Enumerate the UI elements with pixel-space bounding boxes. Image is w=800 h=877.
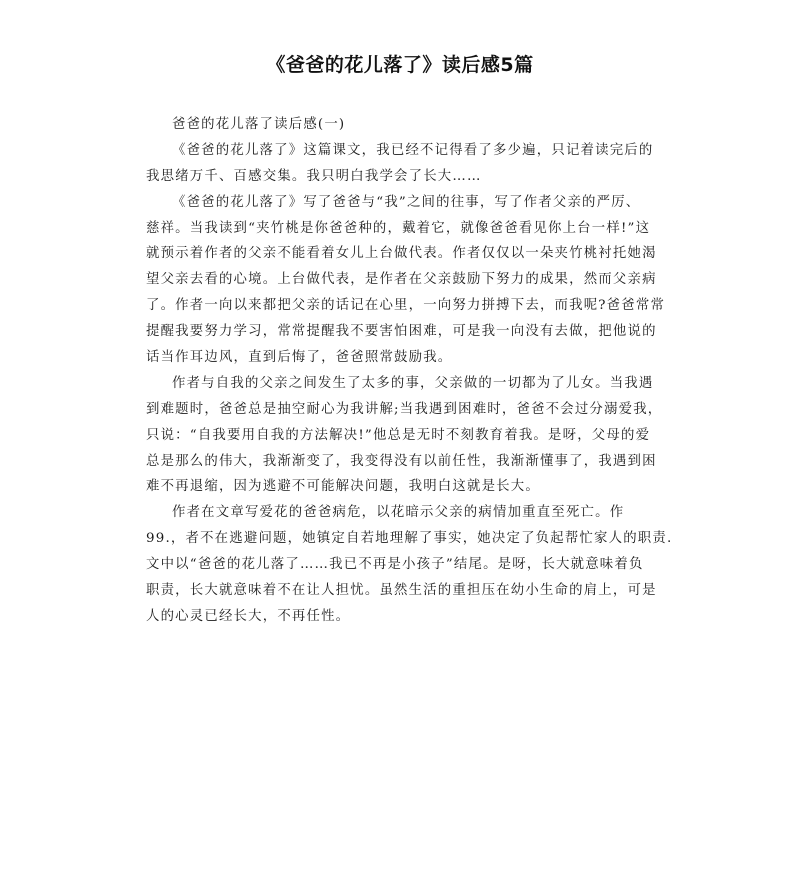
document-title: 《爸爸的花儿落了》读后感5篇 (266, 54, 534, 76)
body-line: 我思绪万千、百感交集。我只明白我学会了长大…… (146, 168, 482, 184)
body-line: 慈祥。当我读到“夹竹桃是你爸爸种的，戴着它，就像爸爸看见你上台一样!”这 (146, 220, 651, 236)
body-line: 到难题时，爸爸总是抽空耐心为我讲解;当我遇到困难时，爸爸不会过分溺爱我， (146, 401, 663, 417)
document-body (146, 112, 673, 630)
body-line: 总是那么的伟大，我渐渐变了，我变得没有以前任性，我渐渐懂事了，我遇到困 (146, 453, 657, 469)
body-line: 《爸爸的花儿落了》写了爸爸与“我”之间的往事，写了作者父亲的严厉、 (172, 194, 641, 210)
body-line: 人的心灵已经长大，不再任性。 (146, 608, 351, 624)
body-line: 了。作者一向以来都把父亲的话记在心里，一向努力拼搏下去，而我呢?爸爸常常 (146, 298, 666, 314)
body-line: 难不再退缩，因为逃避不可能解决问题，我明白这就是长大。 (146, 479, 540, 495)
body-line: 文中以“爸爸的花儿落了……我已不再是小孩子”结尾。是呀，长大就意味着负 (146, 557, 644, 573)
body-line: 99.，者不在逃避问题，她镇定自若地理解了事实，她决定了负起帮忙家人的职责. (146, 531, 673, 547)
body-line: 爸爸的花儿落了读后感(一) (172, 117, 346, 132)
body-line: 提醒我要努力学习，常常提醒我不要害怕困难，可是我一向没有去做，把他说的 (146, 324, 657, 340)
body-line: 职责，长大就意味着不在让人担忧。虽然生活的重担压在幼小生命的肩上，可是 (146, 583, 657, 599)
body-line: 就预示着作者的父亲不能看着女儿上台做代表。作者仅仅以一朵夹竹桃衬托她渴 (146, 246, 657, 262)
body-line: 作者与自我的父亲之间发生了太多的事，父亲做的一切都为了儿女。当我遇 (172, 375, 654, 391)
body-line: 话当作耳边风，直到后悔了，爸爸照常鼓励我。 (146, 350, 453, 366)
body-line: 作者在文章写爱花的爸爸病危，以花暗示父亲的病情加重直至死亡。作 (172, 505, 625, 521)
body-line: 望父亲去看的心境。上台做代表，是作者在父亲鼓励下努力的成果，然而父亲病 (146, 272, 657, 288)
body-line: 《爸爸的花儿落了》这篇课文，我已经不记得看了多少遍，只记着读完后的 (172, 142, 654, 158)
body-line: 只说：“自我要用自我的方法解决!”他总是无时不刻教育着我。是呀，父母的爱 (146, 427, 651, 443)
